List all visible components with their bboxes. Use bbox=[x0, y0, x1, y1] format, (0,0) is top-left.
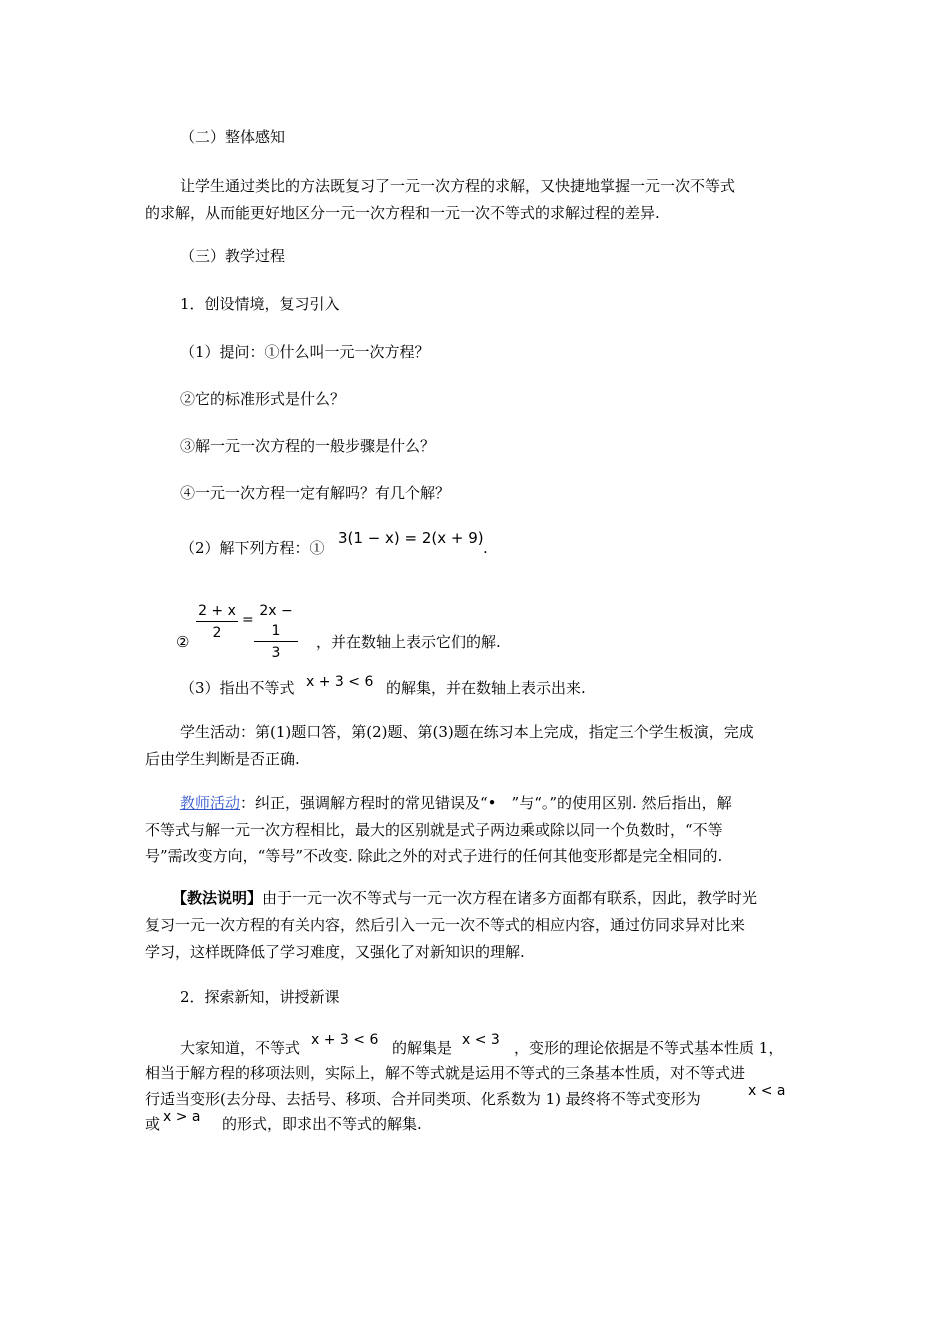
solve-equations-prefix: （2）解下列方程：① bbox=[180, 539, 325, 557]
equation-2-marker: ② bbox=[176, 633, 190, 651]
inequality-task-expression: x + 3 < 6 bbox=[306, 674, 374, 690]
explore-line-2: 相当于解方程的移项法则，实际上，解不等式就是运用不等式的三条基本性质，对不等式进 bbox=[145, 1064, 746, 1082]
right-numerator: 2x − 1 bbox=[254, 601, 298, 642]
question-2: ②它的标准形式是什么？ bbox=[180, 390, 346, 408]
perception-para-line-2: 的求解，从而能更好地区分一元一次方程和一元一次不等式的求解过程的差异. bbox=[145, 204, 660, 222]
explore-expression-3: x < a bbox=[748, 1083, 786, 1099]
explore-expression-2: x < 3 bbox=[462, 1032, 500, 1048]
right-denominator: 3 bbox=[271, 645, 281, 661]
method-note-line-1 bbox=[172, 888, 757, 908]
student-activity-line-2: 后由学生判断是否正确. bbox=[145, 750, 300, 768]
explore-line-1c: ，变形的理论依据是不等式基本性质 1， bbox=[514, 1039, 784, 1057]
explore-line-1a: 大家知道，不等式 bbox=[180, 1039, 301, 1057]
heading-overall-perception: （二）整体感知 bbox=[180, 128, 286, 146]
step-2-title: 2．探索新知，讲授新课 bbox=[180, 988, 340, 1006]
explore-line-3: 行适当变形(去分母、去括号、移项、合并同类项、化系数为 1) 最终将不等式变形为 bbox=[145, 1090, 701, 1108]
inequality-task-suffix: 的解集，并在数轴上表示出来. bbox=[386, 679, 586, 697]
left-denominator: 2 bbox=[212, 625, 222, 641]
method-note-label: 【教法说明】 bbox=[172, 889, 263, 907]
teacher-activity-line-1-text: ：纠正，强调解方程时的常见错误及“• ”与“。”的使用区别. 然后指出，解 bbox=[240, 794, 732, 812]
explore-expression-1: x + 3 < 6 bbox=[311, 1032, 379, 1048]
explore-line-4a: 或 bbox=[145, 1115, 161, 1133]
step-1-title: 1．创设情境，复习引入 bbox=[180, 295, 340, 313]
teacher-activity-line-1 bbox=[180, 793, 732, 813]
student-activity-line-1: 学生活动：第(1)题口答，第(2)题、第(3)题在练习本上完成，指定三个学生板演，完成 bbox=[180, 723, 754, 741]
heading-teaching-process: （三）教学过程 bbox=[180, 247, 286, 265]
teacher-activity-line-3: 号”需改变方向，“等号”不改变. 除此之外的对式子进行的任何其他变形都是完全相同的. bbox=[145, 847, 723, 865]
teacher-activity-link[interactable]: 教师活动 bbox=[180, 794, 241, 812]
left-numerator: 2 + x bbox=[196, 601, 238, 622]
question-3: ③解一元一次方程的一般步骤是什么？ bbox=[180, 437, 436, 455]
question-4: ④一元一次方程一定有解吗？有几个解？ bbox=[180, 484, 451, 502]
equation-2-left-fraction bbox=[196, 601, 238, 644]
equation-1: 3(1 − x) = 2(x + 9) bbox=[338, 529, 484, 547]
method-note-line-3: 学习，这样既降低了学习难度，又强化了对新知识的理解. bbox=[145, 943, 525, 961]
inequality-task-prefix: （3）指出不等式 bbox=[180, 679, 295, 697]
equation-2-right-fraction bbox=[254, 601, 298, 664]
explore-expression-4: x > a bbox=[163, 1109, 201, 1125]
method-note-line-2: 复习一元一次方程的有关内容，然后引入一元一次不等式的相应内容，通过仿同求异对比来 bbox=[145, 916, 746, 934]
question-1: （1）提问：①什么叫一元一次方程？ bbox=[180, 343, 430, 361]
explore-line-1b: 的解集是 bbox=[392, 1039, 453, 1057]
equation-1-period: . bbox=[483, 539, 488, 557]
explore-line-4b: 的形式，即求出不等式的解集. bbox=[222, 1115, 422, 1133]
equation-2-suffix: ，并在数轴上表示它们的解. bbox=[316, 633, 501, 651]
method-note-line-1-text: 由于一元一次不等式与一元一次方程在诸多方面都有联系，因此，教学时光 bbox=[262, 889, 758, 907]
equation-2-equals: = bbox=[242, 612, 254, 628]
perception-para-line-1: 让学生通过类比的方法既复习了一元一次方程的求解，又快捷地掌握一元一次不等式 bbox=[180, 177, 736, 195]
teacher-activity-line-2: 不等式与解一元一次方程相比，最大的区别就是式子两边乘或除以同一个负数时，“不等 bbox=[145, 821, 723, 839]
